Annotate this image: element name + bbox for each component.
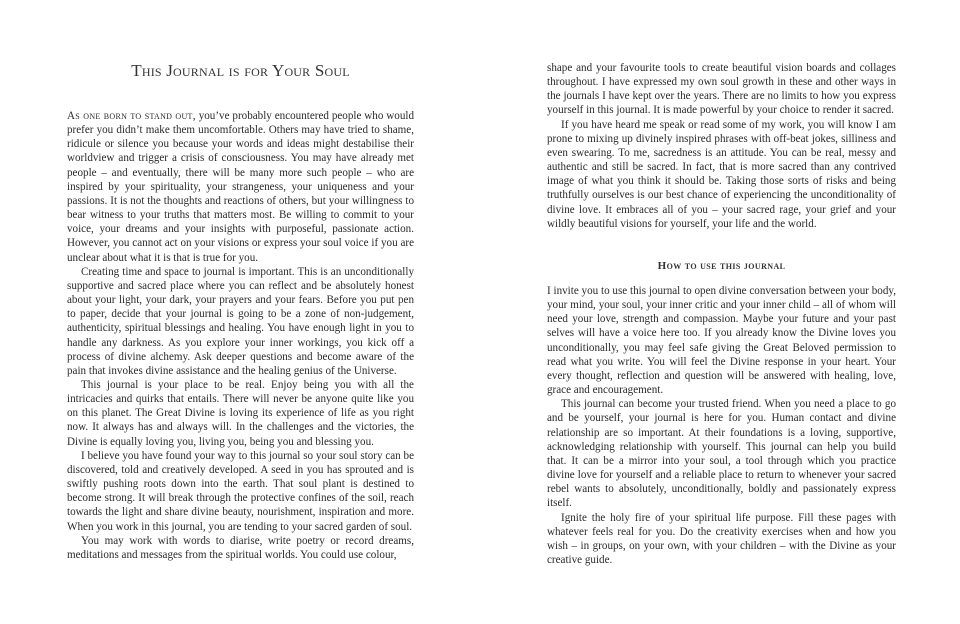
paragraph-sacredness: If you have heard me speak or read some of my work, you will know I am prone to mixing up divinely inspired phrases with off-beat jokes, silliness and even swearing. To me, sacredness is an attitude. You can be real, messy and authentic and still be sacred. In fact, that is more sacred than any contrived image of what you think it should be. Taking those sorts of risks and being truthfully ourselves is our best chance of experiencing the unconditionality of divine love. It embraces all of you – your sacred rage, your grief and your wildly beautiful visions for yourself, your life and the world. xyxy=(547,118,896,230)
right-page-body-top xyxy=(547,61,896,231)
page-title: This Journal is for Your Soul xyxy=(131,61,350,80)
paragraph-3: This journal is your place to be real. Enjoy being you with all the intricacies and quirks that entails. There will never be anyone quite like you on this planet. The Great Divine is loving its experience of life as you right now. It always has and always will. In the challenges and the victories, the Divine is equally loving you, living you, being you and blessing you. xyxy=(67,378,414,448)
paragraph-ignite: Ignite the holy fire of your spiritual life purpose. Fill these pages with whatever feels real for you. Do the creativity exercises when and how you wish – in groups, on your own, with your children – with the Divine as your creative guide. xyxy=(547,511,896,566)
right-page-body-bottom xyxy=(547,284,896,567)
paragraph-continued: shape and your favourite tools to create beautiful vision boards and collages throughout. I have expressed my own soul growth in these and other ways in the journals I have kept over the years. There are no limits to how you express yourself in this journal. It is made powerful by your choice to render it sacred. xyxy=(547,62,896,117)
leadin-small-caps: As one born to stand out, xyxy=(67,110,196,122)
paragraph-trusted-friend: This journal can become your trusted friend. When you need a place to go and be yourself, your journal is here for you. Human contact and divine relationship are so important. At their foundations is a loving, supportive, acknowledging relationship with yourself. This journal can help you build that. It can be a mirror into your soul, a tool through which you practice divine love for yourself and a reliable place to return to whenever your sacred rebel wants to absolutely, unconditionally, boldly and passionately express itself. xyxy=(547,398,896,510)
section-heading: How to use this journal xyxy=(657,260,786,272)
paragraph-1 xyxy=(67,109,414,265)
paragraph-4: I believe you have found your way to this journal so your soul story can be discovered, told and creatively developed. A seed in you has sprouted and is swiftly pushing roots down into the earth. That soul plant is destined to become strong. It will break through the protective confines of the soil, reach towards the light and share divine beauty, nourishment, inspiration and more. When you work in this journal, you are tending to your sacred garden of soul. xyxy=(67,449,414,533)
paragraph-invite: I invite you to use this journal to open divine conversation between your body, your mind, your soul, your inner critic and your inner child – all of whom will need your love, strength and compassion. Maybe your future and your past selves will have a voice here too. If you already know the Divine loves you unconditionally, you may feel safe giving the Great Beloved permission to read what you write. You will feel the Divine response in your heart. Your every thought, reflection and question will be answered with healing, love, grace and encouragement. xyxy=(547,285,896,397)
paragraph-2: Creating time and space to journal is important. This is an unconditionally supportive and sacred place where you can reflect and be absolutely honest about your light, your dark, your prayers and your fears. Before you put pen to paper, decide that your journal is going to be a zone of non-judgement, authenticity, spiritual blessings and healing. You have enough light in you to handle any darkness. As you explore your inner workings, you kick off a process of divine alchemy. Ask deeper questions and become aware of the pain that invokes divine assistance and the healing genius of the Universe. xyxy=(67,265,414,377)
paragraph-5: You may work with words to diarise, write poetry or record dreams, meditations and messages from the spiritual worlds. You could use colour, xyxy=(67,534,414,561)
left-page-body xyxy=(67,109,414,562)
paragraph-1-text: you’ve probably encountered people who would prefer you didn’t make them uncomfortable. Others may have tried to shame, ridicule or silence you because your words and ideas might destabilise their worldview and trigger a crisis of consciousness. You may have already met people – and eventually, there will be many more such people – who are inspired by your spirituality, your strangeness, your uniqueness and your passions. It is not the thoughts and reactions of others, but your willingness to bear witness to your truths that matters most. Be willing to commit to your voice, your dreams and your insights with purposeful, passionate action. However, you cannot act on your visions or express your soul voice if you are unclear about what it is that is true for you. xyxy=(67,110,414,264)
